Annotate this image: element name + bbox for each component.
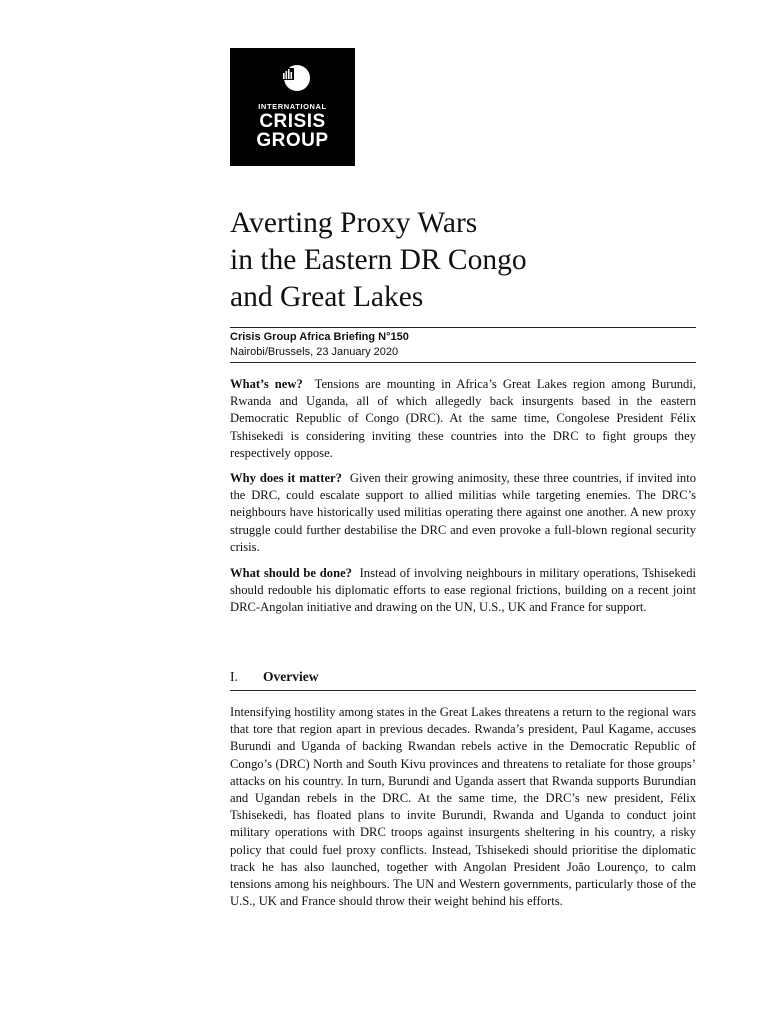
summary-text: Instead of involving neighbours in military operations, Tshisekedi should redouble his diplomatic efforts to ease regional frictions, building on a recent joint DRC-Angolan initiative and drawing on the UN, U.S., UK and France for support. <box>230 566 697 615</box>
summary-lead: What’s new? <box>230 377 303 391</box>
logo-text-crisis: CRISIS <box>259 111 326 132</box>
logo-text-group: GROUP <box>256 130 329 151</box>
briefing-series: Crisis Group Africa Briefing N°150 <box>230 331 409 343</box>
summary-lead: Why does it matter? <box>230 471 342 485</box>
divider-meta <box>230 362 696 363</box>
title-line-3: and Great Lakes <box>230 281 424 313</box>
crisis-group-logo <box>230 48 355 166</box>
overview-paragraph: Intensifying hostility among states in the Great Lakes threatens a return to the regional wars that tore that region apart in previous decades. Rwanda’s president, Paul Kagame, accuses Burundi and Uganda of backing Rwandan rebels active in the Democratic Republic of Congo’s (DRC) North and South Kivu provinces and threatens to retaliate for those groups’ attacks on his country. In turn, Burundi and Uganda assert that Rwanda supports Burundian and Ugandan rebels in the DRC. At the same time, the DRC’s new president, Félix Tshisekedi, has floated plans to invite Burundi, Rwanda and Uganda to conduct joint military operations with DRC troops against insurgents sheltering in his country, a risky policy that could fuel proxy conflicts. Instead, Tshisekedi should prioritise the diplomatic track he has also launched, together with Angolan President João Lourenço, to calm tensions among his neighbours. The UN and Western governments, particularly those of the U.S., UK and France should throw their weight behind his efforts. <box>230 705 696 909</box>
divider-top <box>230 327 696 328</box>
summary-lead: What should be done? <box>230 566 352 580</box>
logo-text-international: INTERNATIONAL <box>258 102 327 111</box>
summary-why-matter <box>230 470 696 556</box>
summary-what-done <box>230 565 696 617</box>
summary-text: Tensions are mounting in Africa’s Great Lakes region among Burundi, Rwanda and Uganda, all of which allegedly back insurgents based in the eastern Democratic Republic of Congo (DRC). At the same time, Congolese President Félix Tshisekedi is considering inviting these countries into the DRC to fight groups they respectively oppose. <box>230 377 696 460</box>
report-title <box>230 205 710 316</box>
section-number: I. <box>230 669 238 684</box>
briefing-dateline: Nairobi/Brussels, 23 January 2020 <box>230 346 399 358</box>
briefing-meta <box>230 330 409 360</box>
summary-whats-new <box>230 376 696 462</box>
section-label: Overview <box>263 669 319 684</box>
title-line-1: Averting Proxy Wars <box>230 207 478 239</box>
divider-section <box>230 690 696 691</box>
section-heading <box>230 669 318 685</box>
summary-text: Given their growing animosity, these three countries, if invited into the DRC, could escalate support to allied militias while targeting enemies. The DRC’s neighbours have historically used militias operating there against one another. A new proxy struggle could further destabilise the DRC and even provoke a full-blown regional security crisis. <box>230 471 697 554</box>
logo-emblem-icon <box>278 61 312 95</box>
title-line-2: in the Eastern DR Congo <box>230 244 527 276</box>
